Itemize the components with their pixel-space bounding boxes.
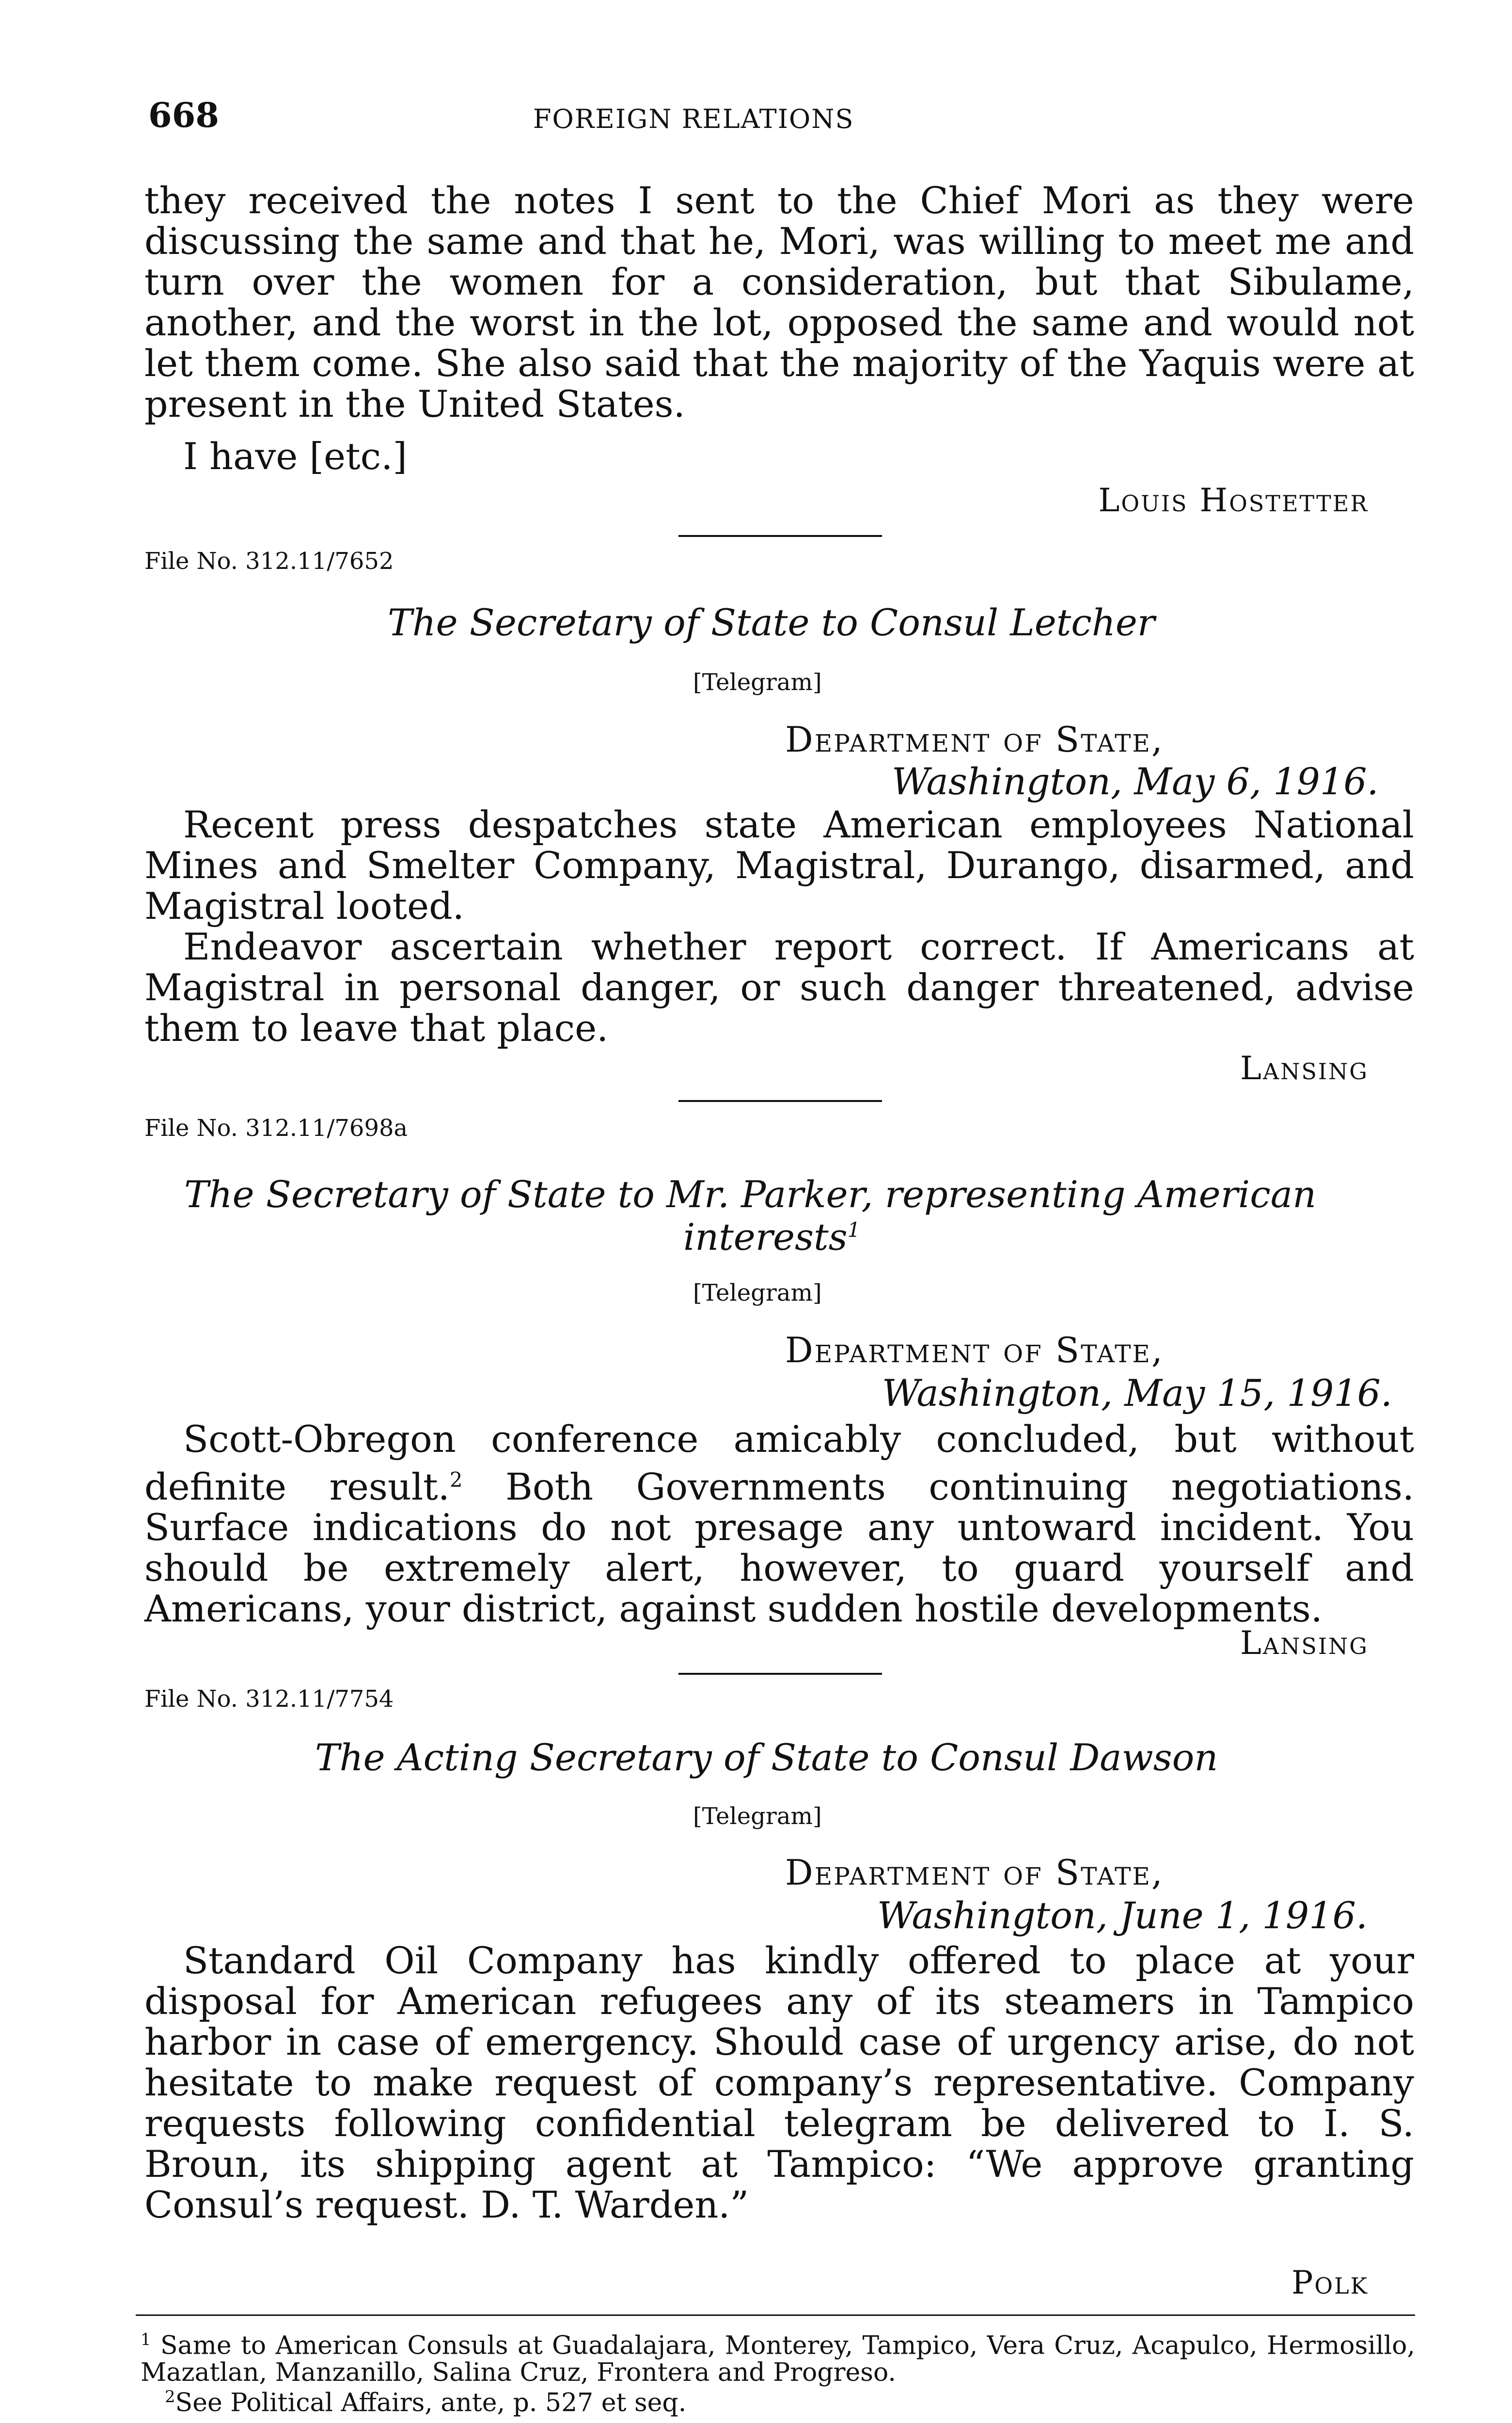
previous-letter-closing: I have [etc.] bbox=[183, 435, 408, 478]
telegram-label: [Telegram] bbox=[693, 1803, 822, 1830]
page-number: 668 bbox=[148, 95, 220, 135]
signature: Polk bbox=[1291, 2264, 1369, 2301]
footnote: $^2$See Political Affairs, ante, p. 527 et seq. bbox=[165, 2387, 687, 2418]
previous-letter-paragraph: they received the notes I sent to the Chief Mori as they were discussing the same and that he, Mori, was willing to meet me and turn over the women for a consideration, but that Sibulame, another, and the worst in the lot, opposed the same and would not let them come. She also said that the majority of the Yaquis were at present in the United States. bbox=[144, 179, 1414, 425]
section-divider bbox=[678, 1673, 882, 1675]
telegram-label: [Telegram] bbox=[693, 1279, 822, 1306]
file-number: File No. 312.11/7652 bbox=[144, 548, 394, 575]
document-title-continued: interests$^1$ bbox=[683, 1215, 861, 1259]
file-number: File No. 312.11/7698a bbox=[144, 1115, 408, 1142]
footnote-rule bbox=[136, 2314, 1415, 2316]
section-divider bbox=[678, 1100, 882, 1102]
file-number: File No. 312.11/7754 bbox=[144, 1685, 394, 1713]
dateline-department: Department of State, bbox=[785, 1852, 1164, 1893]
body-paragraph: Endeavor ascertain whether report correct. If Americans at Magistral in personal danger, or such danger threatened, advise them to leave that place. bbox=[144, 925, 1414, 1050]
document-title: The Secretary of State to Mr. Parker, representing American bbox=[184, 1173, 1317, 1216]
footnote: $^1$ Same to American Consuls at Guadalajara, Monterey, Tampico, Vera Cruz, Acapulco, Hermosillo, Mazatlan, Manzanillo, Salina Cruz, Frontera and Progreso. bbox=[141, 2330, 1415, 2388]
dateline-date: Washington, June 1, 1916. bbox=[877, 1894, 1368, 1937]
body-paragraph: Recent press despatches state American employees National Mines and Smelter Company, Magistral, Durango, disarmed, and Magistral looted. bbox=[144, 803, 1414, 928]
running-head: FOREIGN RELATIONS bbox=[533, 104, 854, 134]
footnote-marker: 1 bbox=[847, 1218, 861, 1242]
previous-letter-signature: Louis Hostetter bbox=[1098, 482, 1369, 519]
telegram-label: [Telegram] bbox=[693, 669, 822, 696]
dateline-department: Department of State, bbox=[785, 719, 1164, 760]
body-paragraph: Standard Oil Company has kindly offered to place at your disposal for American refugees any of its steamers in Tampico harbor in case of emergency. Should case of urgency arise, do not hesitate to make request of company’s representative. Company requests following confidential telegram be delivered to I. S. Broun, its shipping agent at Tampico: “We approve granting Consul’s request. D. T. Warden.” bbox=[144, 1939, 1414, 2226]
signature: Lansing bbox=[1240, 1050, 1369, 1087]
document-title: The Acting Secretary of State to Consul Dawson bbox=[315, 1736, 1218, 1779]
document-title: The Secretary of State to Consul Letcher bbox=[388, 601, 1155, 644]
footnote-marker: 2 bbox=[449, 1468, 463, 1492]
body-paragraph: Scott-Obregon conference amicably concluded, but without definite result.$^2$ Both Governments continuing negotiations. Surface indications do not presage any untoward incident. You should be extremely alert, however, to guard yourself and Americans, your district, against sudden hostile developments. bbox=[144, 1417, 1415, 1631]
signature: Lansing bbox=[1240, 1624, 1369, 1662]
dateline-date: Washington, May 15, 1916. bbox=[882, 1371, 1393, 1415]
dateline-date: Washington, May 6, 1916. bbox=[892, 760, 1379, 803]
dateline-department: Department of State, bbox=[785, 1330, 1164, 1370]
section-divider bbox=[678, 535, 882, 537]
